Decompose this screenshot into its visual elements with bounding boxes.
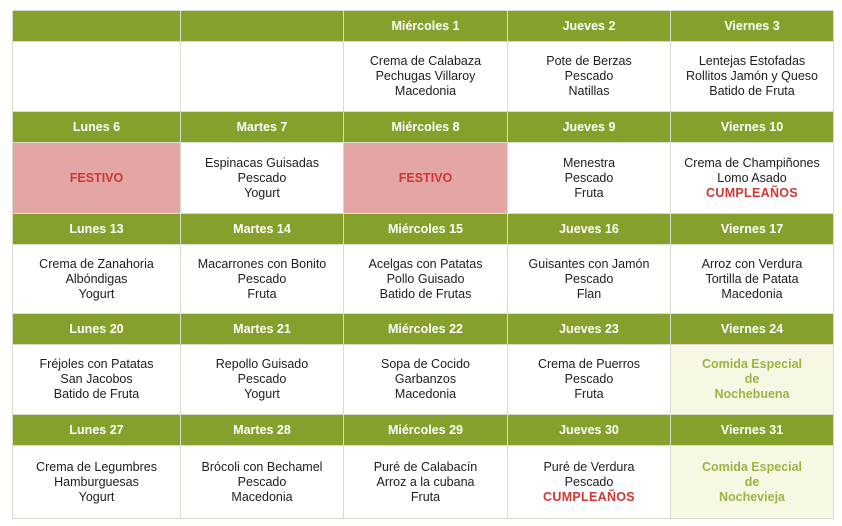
- day-header: Viernes 10: [671, 112, 834, 143]
- week-menu-row: [13, 143, 834, 214]
- day-menu-cell: [671, 245, 834, 314]
- day-header: Viernes 31: [671, 415, 834, 446]
- dish-item: Macedonia: [394, 84, 457, 98]
- day-header: Jueves 2: [508, 11, 671, 42]
- day-menu-cell: [671, 345, 834, 415]
- day-header: Lunes 13: [13, 214, 181, 245]
- dish-item: Yogurt: [78, 489, 115, 504]
- dish-item: Fruta: [410, 489, 441, 504]
- day-menu-cell: [181, 42, 344, 112]
- special-meal-line: Nochebuena: [714, 387, 790, 401]
- dish-item: Pescado: [564, 271, 614, 286]
- dish-item: Crema de Champiñones: [684, 155, 820, 170]
- dish-item: Macedonia: [394, 387, 457, 401]
- day-header: Martes 28: [181, 415, 344, 446]
- week-menu-row: [13, 446, 834, 519]
- festivo-label: FESTIVO: [398, 170, 453, 185]
- dish-item: Macedonia: [721, 286, 783, 301]
- day-header: Miércoles 22: [344, 314, 508, 345]
- day-header: Viernes 3: [671, 11, 834, 42]
- day-menu-cell: [181, 446, 344, 519]
- day-header: Martes 7: [181, 112, 344, 143]
- day-header: Miércoles 29: [344, 415, 508, 446]
- dish-item: Pescado: [237, 474, 287, 489]
- day-menu-cell: [508, 446, 671, 519]
- dish-item: Fruta: [574, 185, 604, 200]
- dish-item: Fruta: [574, 387, 604, 401]
- day-menu-cell: [13, 245, 181, 314]
- special-meal-line: Nochevieja: [718, 489, 785, 504]
- dish-item: Yogurt: [244, 185, 280, 200]
- day-menu-cell: [671, 143, 834, 214]
- dish-item: Pescado: [564, 372, 614, 386]
- day-menu-cell: [13, 446, 181, 519]
- week-header-row: [13, 415, 834, 446]
- dish-item: Sopa de Cocido: [381, 357, 470, 371]
- dish-item: Pescado: [237, 170, 287, 185]
- dish-item: Guisantes con Jamón: [528, 256, 650, 271]
- dish-item: Crema de Calabaza: [369, 54, 482, 68]
- day-header: Miércoles 15: [344, 214, 508, 245]
- birthday-note: CUMPLEAÑOS: [706, 185, 798, 200]
- day-menu-cell: [508, 143, 671, 214]
- dish-item: Pescado: [237, 372, 287, 386]
- day-menu-cell: [13, 345, 181, 415]
- day-menu-cell: [344, 42, 508, 112]
- day-header: Lunes 20: [13, 314, 181, 345]
- dish-item: Batido de Fruta: [709, 84, 795, 98]
- day-header: Jueves 16: [508, 214, 671, 245]
- day-header: Lunes 6: [13, 112, 181, 143]
- day-header: Viernes 17: [671, 214, 834, 245]
- dish-item: Crema de Puerros: [537, 357, 641, 371]
- school-menu-calendar: [12, 10, 834, 519]
- dish-item: Pescado: [237, 271, 287, 286]
- dish-item: Pollo Guisado: [386, 271, 465, 286]
- day-menu-cell: [181, 345, 344, 415]
- day-menu-cell: [508, 42, 671, 112]
- special-meal-line: Comida Especial: [701, 357, 803, 371]
- day-menu-cell: [671, 446, 834, 519]
- day-header: Jueves 30: [508, 415, 671, 446]
- dish-item: Arroz con Verdura: [701, 256, 803, 271]
- dish-item: Yogurt: [78, 286, 115, 301]
- dish-item: Arroz a la cubana: [376, 474, 475, 489]
- week-menu-row: [13, 42, 834, 112]
- dish-item: Garbanzos: [394, 372, 457, 386]
- festivo-label: FESTIVO: [69, 170, 124, 185]
- day-menu-cell: [344, 143, 508, 214]
- dish-item: Pescado: [564, 69, 614, 83]
- dish-item: Repollo Guisado: [215, 357, 309, 371]
- week-menu-row: [13, 345, 834, 415]
- dish-item: Flan: [576, 286, 602, 301]
- dish-item: Pescado: [564, 170, 614, 185]
- week-menu-row: [13, 245, 834, 314]
- day-menu-cell: [671, 42, 834, 112]
- dish-item: Tortilla de Patata: [705, 271, 799, 286]
- day-header: Martes 21: [181, 314, 344, 345]
- day-menu-cell: [508, 245, 671, 314]
- dish-item: Albóndigas: [65, 271, 128, 286]
- day-header: Miércoles 1: [344, 11, 508, 42]
- day-header: Viernes 24: [671, 314, 834, 345]
- dish-item: Crema de Legumbres: [36, 459, 157, 474]
- day-header: [181, 11, 344, 42]
- dish-item: Macarrones con Bonito: [197, 256, 327, 271]
- day-menu-cell: [344, 245, 508, 314]
- day-menu-cell: [181, 143, 344, 214]
- day-menu-cell: [181, 245, 344, 314]
- dish-item: Pescado: [564, 474, 614, 489]
- day-header: Lunes 27: [13, 415, 181, 446]
- dish-item: Fruta: [247, 286, 277, 301]
- day-menu-cell: [13, 42, 181, 112]
- dish-item: Espinacas Guisadas: [205, 155, 319, 170]
- dish-item: Hamburguesas: [54, 474, 139, 489]
- dish-item: Pechugas Villaroy: [375, 69, 476, 83]
- week-header-row: [13, 11, 834, 42]
- dish-item: Puré de Calabacín: [373, 459, 478, 474]
- week-header-row: [13, 214, 834, 245]
- dish-item: Acelgas con Patatas: [368, 256, 483, 271]
- day-header: Jueves 9: [508, 112, 671, 143]
- dish-item: Yogurt: [244, 387, 280, 401]
- special-meal-line: Comida Especial: [701, 459, 803, 474]
- birthday-note: CUMPLEAÑOS: [543, 489, 635, 504]
- dish-item: Batido de Fruta: [53, 387, 140, 401]
- day-header: Miércoles 8: [344, 112, 508, 143]
- dish-item: Menestra: [562, 155, 616, 170]
- week-header-row: [13, 314, 834, 345]
- dish-item: Fréjoles con Patatas: [39, 357, 154, 371]
- day-header: Jueves 23: [508, 314, 671, 345]
- dish-item: San Jacobos: [60, 372, 133, 386]
- dish-item: Pote de Berzas: [546, 54, 632, 68]
- special-meal-line: de: [744, 372, 760, 386]
- dish-item: Batido de Frutas: [379, 286, 472, 301]
- week-header-row: [13, 112, 834, 143]
- day-header: [13, 11, 181, 42]
- dish-item: Lentejas Estofadas: [698, 54, 806, 68]
- dish-item: Brócoli con Bechamel: [201, 459, 323, 474]
- special-meal-line: de: [744, 474, 760, 489]
- dish-item: Crema de Zanahoria: [39, 256, 154, 271]
- dish-item: Natillas: [568, 84, 610, 98]
- day-menu-cell: [13, 143, 181, 214]
- dish-item: Macedonia: [231, 489, 293, 504]
- day-menu-cell: [344, 345, 508, 415]
- dish-item: Rollitos Jamón y Queso: [685, 69, 818, 83]
- dish-item: Puré de Verdura: [543, 459, 635, 474]
- day-header: Martes 14: [181, 214, 344, 245]
- day-menu-cell: [508, 345, 671, 415]
- day-menu-cell: [344, 446, 508, 519]
- dish-item: Lomo Asado: [717, 170, 787, 185]
